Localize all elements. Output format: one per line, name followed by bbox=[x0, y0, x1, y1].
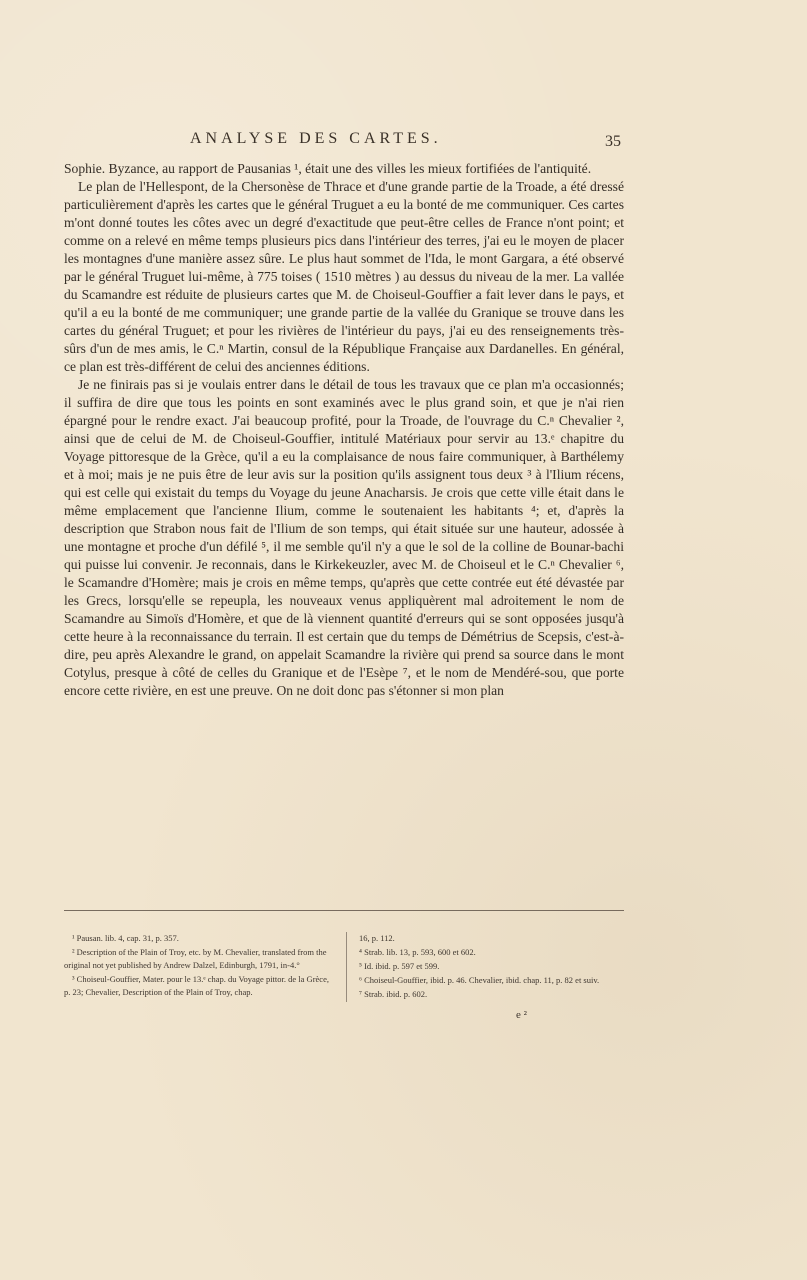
page-number: 35 bbox=[605, 133, 621, 150]
footnote-6: ⁶ Choiseul-Gouffier, ibid. p. 46. Chevalier, ibid. chap. 11, p. 82 et suiv. bbox=[359, 975, 600, 985]
footnotes-left-column bbox=[64, 932, 336, 1000]
footnote-1: ¹ Pausan. lib. 4, cap. 31, p. 357. bbox=[72, 933, 179, 943]
footnote-3: ³ Choiseul-Gouffier, Mater. pour le 13.ᵉ chap. du Voyage pittor. de la Grèce, p. 23; Chevalier, Description of the Plain of Troy, chap. bbox=[64, 974, 329, 997]
footnote-3-continued: 16, p. 112. bbox=[359, 933, 395, 943]
footnote-rule bbox=[64, 910, 624, 911]
paragraph-2: Le plan de l'Hellespont, de la Chersonèse de Thrace et d'une grande partie de la Troade, a été dressé particulièrement d'après les cartes que le général Truguet a eu la bonté de me communiquer. Ces cartes m'ont donné toutes les côtes avec un degré d'exactitude que peut-être celles de France n'ont point; et comme on a relevé en même temps plusieurs pics dans l'intérieur des terres, j'ai eu le moyen de placer les montagnes d'une manière assez sûre. Le plus haut sommet de l'Ida, le mont Gargara, a été observé par le général Truguet lui-même, à 775 toises ( 1510 mètres ) au dessus du niveau de la mer. La vallée du Scamandre est réduite de plusieurs cartes que M. de Choiseul-Gouffier a fait lever dans le pays, et qu'il a eu la bonté de me communiquer; une grande partie de la vallée du Granique se trouve dans les cartes du général Truguet; et pour les rivières de l'intérieur du pays, j'ai eu des renseignements très-sûrs d'un de mes amis, le C.ⁿ Martin, consul de la République Française aux Dardanelles. En général, ce plan est très-différent de celui des anciennes éditions. bbox=[64, 179, 624, 374]
footnotes-right-column bbox=[346, 932, 624, 1002]
signature-mark: e ² bbox=[516, 1009, 527, 1021]
footnote-7: ⁷ Strab. ibid. p. 602. bbox=[359, 989, 428, 999]
main-text bbox=[64, 160, 624, 700]
footnote-4: ⁴ Strab. lib. 13, p. 593, 600 et 602. bbox=[359, 947, 476, 957]
footnote-5: ⁵ Id. ibid. p. 597 et 599. bbox=[359, 961, 440, 971]
paragraph-3: Je ne finirais pas si je voulais entrer dans le détail de tous les travaux que ce plan m'a occasionnés; il suffira de dire que tous les points en sont examinés avec le plus grand soin, et que je n'ai rien épargné pour le rendre exact. J'ai beaucoup profité, pour la Troade, de l'ouvrage du C.ⁿ Chevalier ², ainsi que de celui de M. de Choiseul-Gouffier, intitulé Matériaux pour servir au 13.ᵉ chapitre du Voyage pittoresque de la Grèce, qu'il a eu la complaisance de nous faire communiquer, à Barthélemy et à moi; mais je ne puis être de leur avis sur la position qu'ils assignent tous deux ³ à l'Ilium récens, qui est celle qui existait du temps du Voyage du jeune Anacharsis. Je crois que cette ville était dans le même emplacement que l'ancienne Ilium, comme le soutenaient les habitants ⁴; et, d'après la description que Strabon nous fait de l'Ilium de son temps, qui était située sur une hauteur, adossée à une montagne et proche d'un défilé ⁵, il me semble qu'il n'y a que le sol de la colline de Bounar-bachi qui puisse lui convenir. Je reconnais, dans le Kirkekeuzler, avec M. de Choiseul et le C.ⁿ Chevalier ⁶, le Scamandre d'Homère; mais je crois en même temps, qu'après que cette contrée eut été dévastée par les Grecs, lorsqu'elle se repeupla, les nouveaux venus appliquèrent mal adroitement le nom de Scamandre au Simoïs d'Homère, et que de là viennent quantité d'erreurs qui se sont opposées jusqu'à cette heure à la reconnaissance du terrain. Il est certain que du temps de Démétrius de Scepsis, c'est-à-dire, peu après Alexandre le grand, on appelait Scamandre la rivière qui prend sa source dans le mont Cotylus, presque à côté de celles du Granique et de l'Esèpe ⁷, et le nom de Mendéré-sou, que porte encore cette rivière, en est une preuve. On ne doit donc pas s'étonner si mon plan bbox=[64, 377, 624, 698]
paragraph-1: Sophie. Byzance, au rapport de Pausanias ¹, était une des villes les mieux fortifiées de l'antiquité. bbox=[64, 161, 592, 176]
footnote-2: ² Description of the Plain of Troy, etc. by M. Chevalier, translated from the original not yet published by Andrew Dalzel, Edinburgh, 1791, in-4.° bbox=[64, 947, 327, 970]
running-title: ANALYSE DES CARTES. bbox=[190, 130, 442, 147]
